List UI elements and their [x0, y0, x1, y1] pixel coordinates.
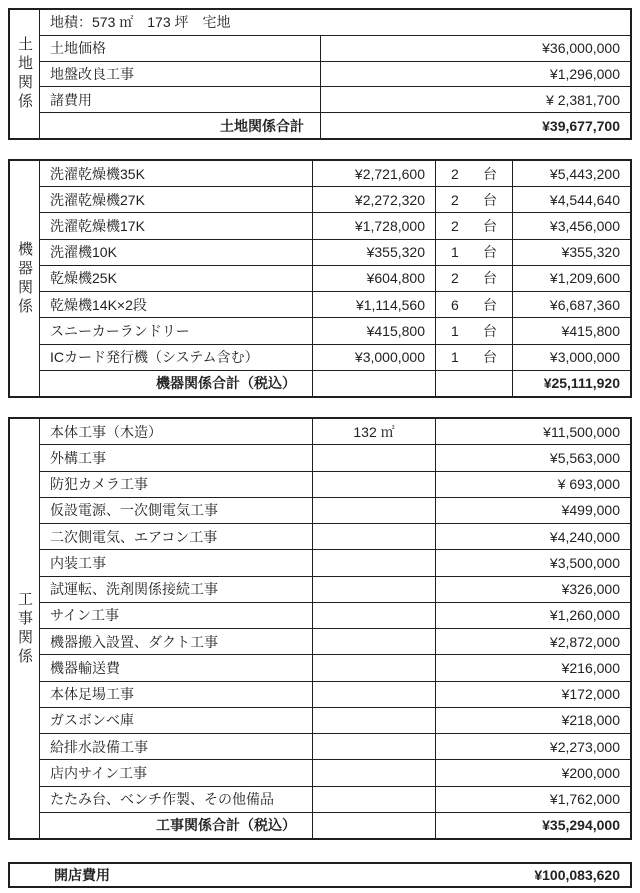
area-cell	[312, 603, 435, 628]
table-row	[40, 445, 630, 471]
opening-cost-label: 開店費用	[54, 867, 110, 883]
quantity-unit: 台	[483, 349, 497, 366]
amount-cell: ¥ 2,381,700	[320, 87, 630, 112]
item-cell: 店内サイン工事	[50, 764, 148, 781]
table-row	[40, 734, 630, 760]
amount-cell: ¥2,273,000	[435, 734, 630, 759]
quantity-value: 2	[451, 218, 459, 235]
item-cell: 外構工事	[50, 449, 106, 466]
area-cell	[312, 629, 435, 654]
table-row	[40, 524, 630, 550]
quantity-value: 2	[451, 270, 459, 287]
table-row	[40, 603, 630, 629]
item-cell: たたみ台、ベンチ作製、その他備品	[50, 791, 274, 808]
total-row	[40, 371, 630, 396]
quantity-unit: 台	[483, 322, 497, 339]
quantity-cell	[435, 213, 512, 238]
unit-price-cell: ¥604,800	[312, 266, 435, 291]
section-equipment-rows	[40, 161, 630, 396]
quantity-value: 2	[451, 165, 459, 182]
empty-cell	[435, 371, 512, 396]
quantity-unit: 台	[483, 191, 497, 208]
opening-cost-amount: ¥100,083,620	[534, 867, 620, 883]
item-cell: スニーカーランドリー	[50, 322, 190, 339]
amount-cell: ¥218,000	[435, 708, 630, 733]
total-amount-cell: ¥35,294,000	[435, 813, 630, 838]
amount-cell: ¥2,872,000	[435, 629, 630, 654]
total-label-cell: 機器関係合計（税込）	[156, 375, 296, 392]
item-cell: 洗濯乾燥機17K	[50, 218, 145, 235]
amount-cell: ¥3,000,000	[512, 345, 630, 370]
quantity-value: 1	[451, 322, 459, 339]
area-cell	[312, 550, 435, 575]
table-row	[40, 213, 630, 239]
amount-cell: ¥1,296,000	[320, 62, 630, 87]
table-row	[40, 760, 630, 786]
amount-cell: ¥3,500,000	[435, 550, 630, 575]
quantity-cell	[435, 318, 512, 343]
quantity-unit: 台	[483, 165, 497, 182]
area-cell	[312, 445, 435, 470]
section-land-table	[8, 8, 632, 140]
amount-cell: ¥5,443,200	[512, 161, 630, 186]
quantity-value: 2	[451, 191, 459, 208]
item-cell: 試運転、洗剤関係接続工事	[50, 581, 218, 598]
table-row	[40, 240, 630, 266]
item-cell: ガスボンベ庫	[50, 712, 134, 729]
section-equipment-table	[8, 159, 632, 398]
item-cell: 乾燥機25K	[50, 270, 117, 287]
table-row	[40, 708, 630, 734]
amount-cell: ¥200,000	[435, 760, 630, 785]
quantity-value: 6	[451, 296, 459, 313]
item-cell: 給排水設備工事	[50, 738, 148, 755]
quantity-unit: 台	[483, 218, 497, 235]
item-cell: 二次側電気、エアコン工事	[50, 528, 218, 545]
table-row	[40, 419, 630, 445]
quantity-cell	[435, 161, 512, 186]
total-row	[40, 813, 630, 838]
unit-price-cell: ¥355,320	[312, 240, 435, 265]
item-cell: 防犯カメラ工事	[50, 476, 148, 493]
amount-cell: ¥11,500,000	[435, 419, 630, 444]
table-row	[40, 87, 630, 113]
table-row	[40, 472, 630, 498]
quantity-unit: 台	[483, 244, 497, 261]
section-equipment-vertical-label: 機器関係	[10, 161, 40, 396]
total-label-cell: 土地関係合計	[220, 117, 304, 134]
table-row	[40, 498, 630, 524]
unit-price-cell: ¥415,800	[312, 318, 435, 343]
amount-cell: ¥5,563,000	[435, 445, 630, 470]
table-row	[40, 187, 630, 213]
land-area-row	[40, 10, 630, 36]
area-cell	[312, 472, 435, 497]
land-area-cell: 地積：573 ㎡ 173 坪 宅地	[50, 14, 231, 31]
area-cell	[312, 734, 435, 759]
table-row	[40, 266, 630, 292]
total-amount-cell: ¥25,111,920	[512, 371, 630, 396]
section-construction-vertical-label: 工事関係	[10, 419, 40, 838]
item-cell: ICカード発行機（システム含む）	[50, 349, 259, 366]
table-row	[40, 629, 630, 655]
quantity-value: 1	[451, 349, 459, 366]
amount-cell: ¥172,000	[435, 682, 630, 707]
item-cell: 洗濯乾燥機27K	[50, 191, 145, 208]
quantity-cell	[435, 266, 512, 291]
table-row	[40, 292, 630, 318]
item-cell: 土地価格	[50, 40, 106, 57]
empty-cell	[312, 813, 435, 838]
unit-price-cell: ¥3,000,000	[312, 345, 435, 370]
section-construction-rows	[40, 419, 630, 838]
opening-cost-box	[8, 862, 632, 888]
unit-price-cell: ¥1,728,000	[312, 213, 435, 238]
area-cell	[312, 787, 435, 812]
table-row	[40, 577, 630, 603]
amount-cell: ¥4,544,640	[512, 187, 630, 212]
area-cell	[312, 524, 435, 549]
quantity-value: 1	[451, 244, 459, 261]
unit-price-cell: ¥1,114,560	[312, 292, 435, 317]
item-cell: 洗濯乾燥機35K	[50, 165, 145, 182]
table-row	[40, 318, 630, 344]
area-cell	[312, 708, 435, 733]
item-cell: 内装工事	[50, 554, 106, 571]
item-cell: 機器輸送費	[50, 659, 120, 676]
table-row	[40, 345, 630, 371]
table-row	[40, 62, 630, 88]
item-cell: 機器搬入設置、ダクト工事	[50, 633, 218, 650]
quantity-cell	[435, 345, 512, 370]
area-cell	[312, 498, 435, 523]
table-row	[40, 655, 630, 681]
amount-cell: ¥1,762,000	[435, 787, 630, 812]
amount-cell: ¥415,800	[512, 318, 630, 343]
section-construction-table	[8, 417, 632, 840]
area-cell: 132 ㎡	[312, 419, 435, 444]
item-cell: 諸費用	[50, 91, 92, 108]
amount-cell: ¥4,240,000	[435, 524, 630, 549]
total-row	[40, 113, 630, 138]
quantity-cell	[435, 292, 512, 317]
table-row	[40, 787, 630, 813]
item-cell: 本体足場工事	[50, 686, 134, 703]
amount-cell: ¥355,320	[512, 240, 630, 265]
amount-cell: ¥1,260,000	[435, 603, 630, 628]
item-cell: 洗濯機10K	[50, 244, 117, 261]
amount-cell: ¥216,000	[435, 655, 630, 680]
table-row	[40, 161, 630, 187]
table-row	[40, 682, 630, 708]
amount-cell: ¥3,456,000	[512, 213, 630, 238]
quantity-unit: 台	[483, 296, 497, 313]
item-cell: 乾燥機14K×2段	[50, 296, 147, 313]
empty-cell	[312, 371, 435, 396]
amount-cell: ¥6,687,360	[512, 292, 630, 317]
item-cell: 仮設電源、一次側電気工事	[50, 502, 218, 519]
total-amount-cell: ¥39,677,700	[320, 113, 630, 138]
item-cell: 本体工事（木造）	[50, 423, 162, 440]
amount-cell: ¥36,000,000	[320, 36, 630, 61]
unit-price-cell: ¥2,721,600	[312, 161, 435, 186]
total-label-cell: 工事関係合計（税込）	[156, 817, 296, 834]
area-cell	[312, 577, 435, 602]
area-cell	[312, 682, 435, 707]
quantity-cell	[435, 240, 512, 265]
section-land-rows	[40, 10, 630, 138]
table-row	[40, 36, 630, 62]
amount-cell: ¥326,000	[435, 577, 630, 602]
table-row	[40, 550, 630, 576]
area-cell	[312, 655, 435, 680]
quantity-cell	[435, 187, 512, 212]
section-land-vertical-label: 土地関係	[10, 10, 40, 138]
unit-price-cell: ¥2,272,320	[312, 187, 435, 212]
area-cell	[312, 760, 435, 785]
item-cell: 地盤改良工事	[50, 65, 134, 82]
amount-cell: ¥1,209,600	[512, 266, 630, 291]
amount-cell: ¥499,000	[435, 498, 630, 523]
item-cell: サイン工事	[50, 607, 120, 624]
quantity-unit: 台	[483, 270, 497, 287]
amount-cell: ¥ 693,000	[435, 472, 630, 497]
